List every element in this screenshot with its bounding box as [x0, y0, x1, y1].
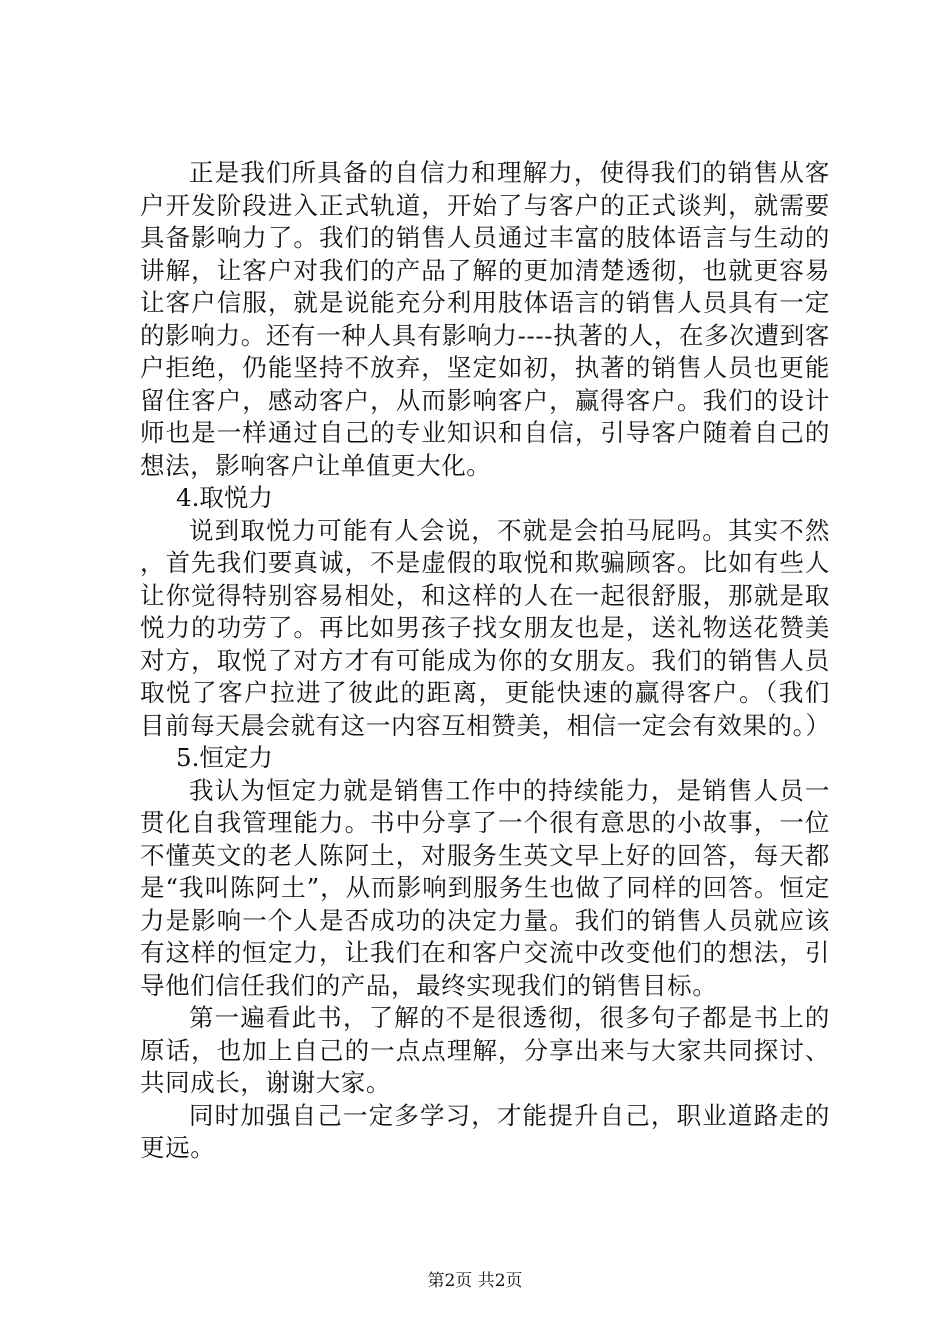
paragraph-pleasing: 说到取悦力可能有人会说，不就是会拍马屁吗。其实不然，首先我们要真诚，不是虚假的取悦和欺骗顾客。比如有些人让你觉得特别容易相处，和这样的人在一起很舒服，那就是取悦力的功劳了。再比如男孩子找女朋友也是，送礼物送花赞美对方，取悦了对方才有可能成为你的女朋友。我们的销售人员取悦了客户拉进了彼此的距离，更能快速的赢得客户。（我们目前每天晨会就有这一内容互相赞美，相信一定会有效果的。）: [140, 515, 831, 740]
paragraph-closing: 同时加强自己一定多学习，才能提升自己，职业道路走的更远。: [140, 1100, 830, 1162]
section-heading-pleasing: 4.取悦力: [176, 483, 273, 512]
paragraph-influence: 正是我们所具备的自信力和理解力，使得我们的销售从客户开发阶段进入正式轨道，开始了与客户的正式谈判，就需要具备影响力了。我们的销售人员通过丰富的肢体语言与生动的讲解，让客户对我们的产品了解的更加清楚透彻，也就更容易让客户信服，就是说能充分利用肢体语言的销售人员具有一定的影响力。还有一种人具有影响力----执著的人，在多次遭到客户拒绝，仍能坚持不放弃，坚定如初，执著的销售人员也更能留住客户，感动客户，从而影响客户，赢得客户。我们的设计师也是一样通过自己的专业知识和自信，引导客户随着自己的想法，影响客户让单值更大化。: [140, 158, 830, 480]
page-footer: 第2页 共2页: [427, 1271, 523, 1291]
document-body: [140, 157, 830, 1165]
paragraph-reflection: 第一遍看此书，了解的不是很透彻，很多句子都是书上的原话，也加上自己的一点点理解，分享出来与大家共同探讨、共同成长，谢谢大家。: [140, 1003, 830, 1097]
section-heading-constancy: 5.恒定力: [176, 743, 273, 772]
paragraph-constancy: 我认为恒定力就是销售工作中的持续能力，是销售人员一贯化自我管理能力。书中分享了一个很有意思的小故事，一位不懂英文的老人陈阿土，对服务生英文早上好的回答，每天都是“我叫陈阿土”，从而影响到服务生也做了同样的回答。恒定力是影响一个人是否成功的决定力量。我们的销售人员就应该有这样的恒定力，让我们在和客户交流中改变他们的想法，引导他们信任我们的产品，最终实现我们的销售目标。: [140, 775, 830, 1000]
